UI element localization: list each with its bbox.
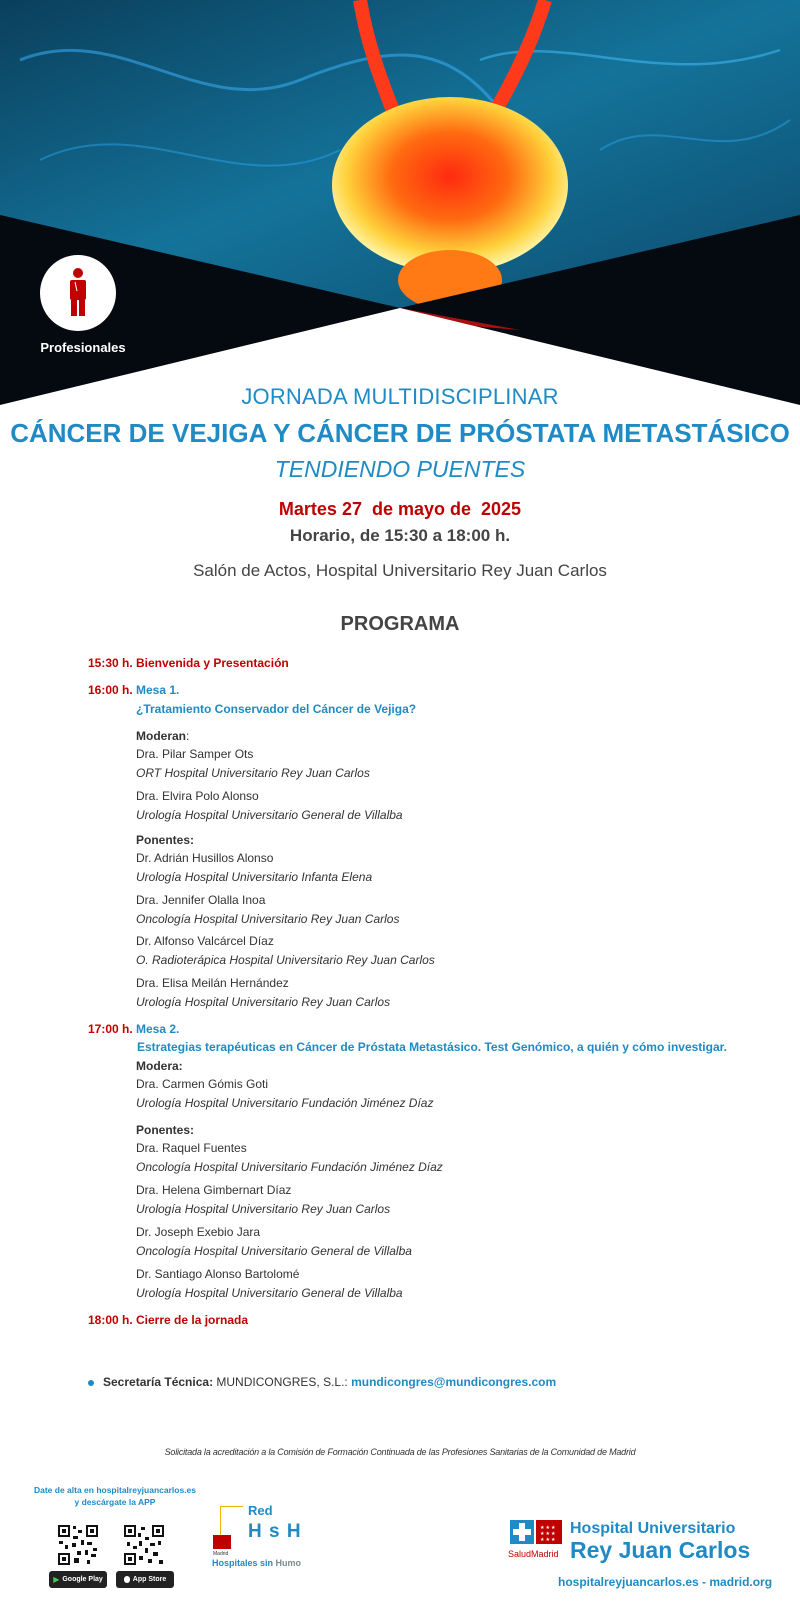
person-name: Dr. Alfonso Valcárcel Díaz <box>136 934 274 948</box>
secretaria-line: Secretaría Técnica: MUNDICONGRES, S.L.: mundicongres@mundicongres.com <box>103 1375 557 1389</box>
hsh-madrid-text: Madrid <box>213 1551 229 1557</box>
opening-time: 15:30 h. <box>88 656 133 670</box>
hospital-name-line1: Hospital Universitario <box>570 1520 736 1537</box>
hsh-caption: Hospitales sin Humo <box>212 1558 302 1568</box>
person-affiliation: O. Radioterápica Hospital Universitario Rey Juan Carlos <box>136 953 435 967</box>
program-heading: PROGRAMA <box>340 613 460 635</box>
event-hours: Horario, de 15:30 a 18:00 h. <box>289 526 511 545</box>
event-venue: Salón de Actos, Hospital Universitario Rey Juan Carlos <box>193 561 607 580</box>
person-affiliation: Urología Hospital Universitario Rey Juan Carlos <box>136 995 391 1009</box>
hsh-letters: H s H <box>248 1521 302 1542</box>
event-subtitle: TENDIENDO PUENTES <box>274 456 526 482</box>
person-affiliation: Urología Hospital Universitario Rey Juan Carlos <box>136 1202 391 1216</box>
app-store-badge[interactable]: App Store <box>116 1571 174 1588</box>
person-name: Dra. Helena Gimbernart Díaz <box>136 1183 292 1197</box>
mesa1-time: 16:00 h. <box>88 683 133 697</box>
person-name: Dra. Pilar Samper Ots <box>136 747 254 761</box>
professionals-label: Profesionales <box>40 340 126 355</box>
hsh-red-text: Red <box>248 1503 273 1518</box>
person-name: Dra. Elisa Meilán Hernández <box>136 976 289 990</box>
secretaria-email-link[interactable]: mundicongres@mundicongres.com <box>351 1375 557 1389</box>
hospital-cross-icon <box>510 1520 534 1544</box>
event-kicker: JORNADA MULTIDISCIPLINAR <box>241 384 559 409</box>
person-name: Dr. Joseph Exebio Jara <box>136 1225 261 1239</box>
person-name: Dra. Raquel Fuentes <box>136 1141 247 1155</box>
app-store-qr-code[interactable] <box>123 1524 165 1566</box>
person-affiliation: Urología Hospital Universitario General de Villalba <box>136 1286 403 1300</box>
mesa2-speakers-label: Ponentes: <box>136 1123 195 1137</box>
mesa1-speakers-label: Ponentes: <box>136 833 195 847</box>
salud-madrid-text: SaludMadrid <box>508 1549 559 1559</box>
bullet-icon <box>88 1380 94 1386</box>
hospitales-sin-humo-logo <box>210 1503 310 1583</box>
accreditation-note: Solicitada la acreditación a la Comisión de Formación Continuada de las Profesiones Sanitarias de la Comunidad de Madrid <box>164 1447 636 1457</box>
mesa2-time: 17:00 h. <box>88 1022 133 1036</box>
play-icon: ▶ <box>53 1575 60 1584</box>
website-link[interactable]: hospitalreyjuancarlos.es - madrid.org <box>558 1575 773 1589</box>
event-date: Martes 27 de mayo de 2025 <box>278 499 522 519</box>
doctor-icon <box>40 255 116 331</box>
madrid-stars-icon: ★★★ ★★★ ★★★ <box>536 1520 562 1544</box>
hospital-name-line2: Rey Juan Carlos <box>570 1537 751 1563</box>
event-title: CÁNCER DE VEJIGA Y CÁNCER DE PRÓSTATA METASTÁSICO <box>10 418 790 448</box>
opening-title: Bienvenida y Presentación <box>136 656 289 670</box>
mesa2-topic: Estrategias terapéuticas en Cáncer de Próstata Metastásico. Test Genómico, a quién y cómo investigar. <box>137 1040 727 1054</box>
mesa1-moderators-label: Moderan: <box>136 729 190 743</box>
person-name: Dra. Carmen Gómis Goti <box>136 1077 269 1091</box>
google-play-badge[interactable]: ▶ Google Play <box>49 1571 107 1588</box>
person-affiliation: Oncología Hospital Universitario Rey Juan Carlos <box>136 912 400 926</box>
apple-icon <box>124 1576 130 1583</box>
hospital-logo-mark <box>510 1520 562 1546</box>
mesa1-topic: ¿Tratamiento Conservador del Cáncer de Vejiga? <box>136 702 417 716</box>
google-play-qr-code[interactable] <box>57 1524 99 1566</box>
person-affiliation: ORT Hospital Universitario Rey Juan Carlos <box>136 766 370 780</box>
app-promo-text: Date de alta en hospitalreyjuancarlos.es y descárgate la APP <box>33 1485 197 1507</box>
person-name: Dr. Santiago Alonso Bartolomé <box>136 1267 300 1281</box>
closing-title: Cierre de la jornada <box>136 1313 249 1327</box>
person-name: Dra. Jennifer Olalla Inoa <box>136 893 266 907</box>
person-name: Dra. Elvira Polo Alonso <box>136 789 259 803</box>
closing-time: 18:00 h. <box>88 1313 133 1327</box>
person-affiliation: Oncología Hospital Universitario Fundación Jiménez Díaz <box>136 1160 443 1174</box>
person-affiliation: Urología Hospital Universitario Infanta Elena <box>136 870 373 884</box>
mesa1-title: Mesa 1. <box>136 683 180 697</box>
professionals-badge <box>40 255 116 331</box>
mesa2-moderator-label: Modera: <box>136 1059 183 1073</box>
madrid-flag-icon <box>213 1535 231 1549</box>
mesa2-title: Mesa 2. <box>136 1022 180 1036</box>
person-affiliation: Oncología Hospital Universitario General de Villalba <box>136 1244 412 1258</box>
person-affiliation: Urología Hospital Universitario Fundación Jiménez Díaz <box>136 1096 434 1110</box>
person-name: Dr. Adrián Husillos Alonso <box>136 851 274 865</box>
person-affiliation: Urología Hospital Universitario General de Villalba <box>136 808 403 822</box>
